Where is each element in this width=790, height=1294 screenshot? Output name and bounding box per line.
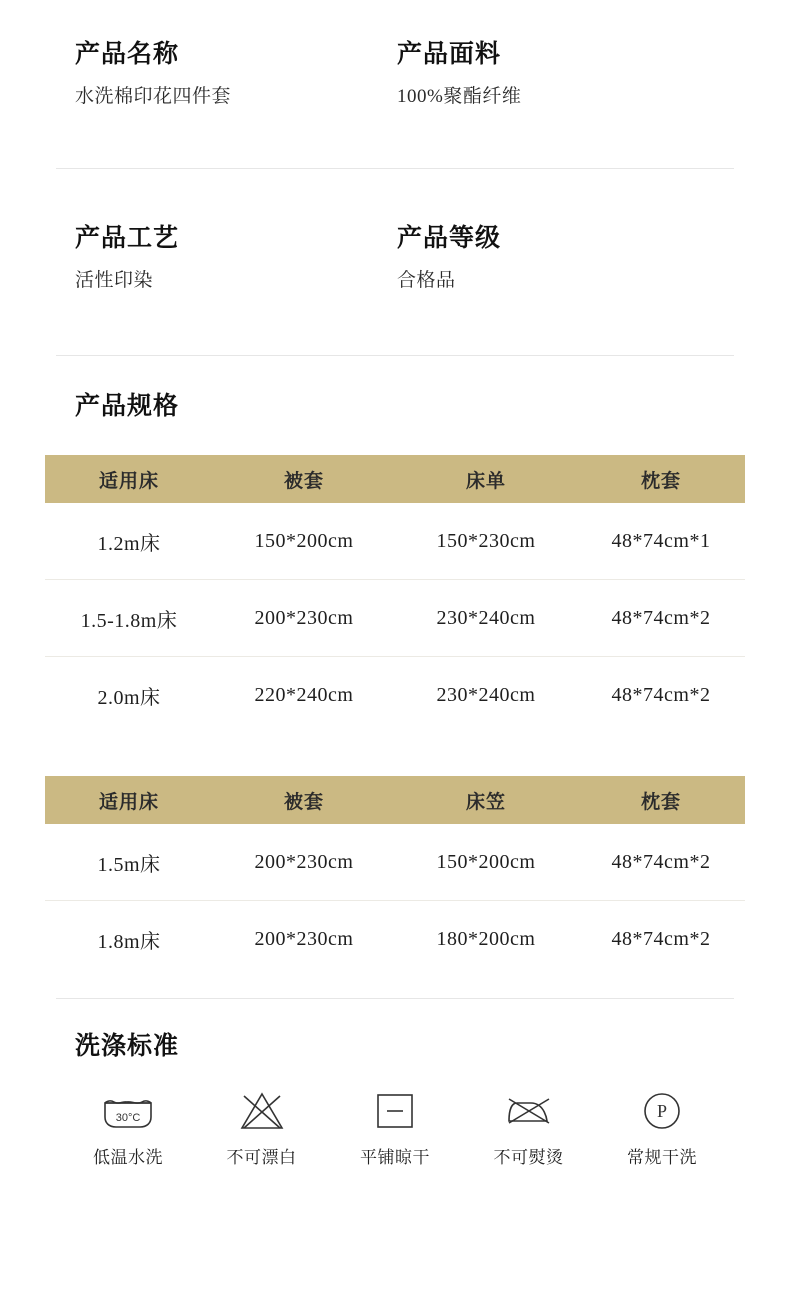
cell: 48*74cm*2 (577, 580, 745, 657)
cell: 48*74cm*2 (611, 683, 711, 706)
care-label: 不可熨烫 (493, 1148, 564, 1167)
info-cell-product-fabric (395, 38, 715, 112)
svg-text:P: P (656, 1101, 668, 1121)
info-value: 活性印染 (75, 270, 154, 291)
care-label: 不可漂白 (226, 1148, 297, 1167)
spec-section-title: 产品规格 (75, 393, 180, 420)
cell: 150*200cm (395, 824, 577, 901)
info-row-1 (0, 38, 790, 112)
cell: 1.8m床 (97, 930, 161, 953)
column-header: 被套 (213, 455, 395, 503)
table-row (45, 657, 745, 734)
care-item-no-bleach (197, 1085, 327, 1168)
info-cell-product-grade (395, 222, 715, 296)
flat-dry-square-icon (330, 1085, 460, 1137)
cell: 2.0m床 (97, 686, 161, 709)
info-title: 产品面料 (397, 41, 502, 68)
no-iron-icon (464, 1085, 594, 1137)
wash-tub-30c-icon (63, 1085, 193, 1137)
cell: 1.5m床 (45, 824, 213, 901)
table-row (45, 824, 745, 901)
info-value: 水洗棉印花四件套 (75, 86, 232, 107)
cell: 48*74cm*1 (577, 503, 745, 580)
care-label: 常规干洗 (627, 1148, 697, 1167)
spec-table-duvet-sheet (45, 455, 745, 733)
divider-1 (56, 168, 734, 169)
table-header-row (45, 776, 745, 824)
info-title: 产品工艺 (75, 225, 180, 252)
care-section-title: 洗涤标准 (75, 1033, 180, 1060)
divider-3 (56, 998, 734, 999)
care-item-dry-clean (597, 1085, 727, 1168)
cell: 230*240cm (395, 580, 577, 657)
care-item-no-iron (464, 1085, 594, 1168)
info-row-2 (0, 222, 790, 296)
svg-text:30°C: 30°C (115, 1112, 141, 1124)
spec-table-duvet-fitted (45, 776, 745, 977)
cell: 48*74cm*2 (577, 824, 745, 901)
divider-2 (56, 355, 734, 356)
care-label: 低温水洗 (93, 1148, 163, 1167)
column-header: 被套 (213, 776, 395, 824)
cell: 48*74cm*2 (611, 927, 711, 950)
info-title: 产品名称 (75, 41, 180, 68)
cell: 1.2m床 (45, 503, 213, 580)
cell: 200*230cm (213, 824, 395, 901)
dry-clean-p-icon (597, 1085, 727, 1137)
table-header-row (45, 455, 745, 503)
cell: 150*200cm (213, 503, 395, 580)
table-row (45, 503, 745, 580)
info-value: 100%聚酯纤维 (397, 86, 522, 107)
no-bleach-triangle-icon (197, 1085, 327, 1137)
care-label: 平铺晾干 (360, 1148, 430, 1167)
cell: 180*200cm (436, 927, 536, 950)
cell: 1.5-1.8m床 (45, 580, 213, 657)
info-title: 产品等级 (397, 225, 502, 252)
column-header: 适用床 (45, 776, 213, 824)
column-header: 床单 (395, 455, 577, 503)
cell: 150*230cm (395, 503, 577, 580)
cell: 200*230cm (254, 927, 354, 950)
info-cell-product-name (75, 38, 395, 112)
table-row (45, 901, 745, 978)
care-item-flat-dry (330, 1085, 460, 1168)
cell: 200*230cm (213, 580, 395, 657)
column-header: 枕套 (577, 455, 745, 503)
column-header: 床笠 (395, 776, 577, 824)
cell: 220*240cm (254, 683, 354, 706)
info-cell-product-craft (75, 222, 395, 296)
column-header: 枕套 (577, 776, 745, 824)
care-icons-row (45, 1085, 745, 1168)
cell: 230*240cm (436, 683, 536, 706)
column-header: 适用床 (45, 455, 213, 503)
care-item-low-temp-wash (63, 1085, 193, 1168)
table-row (45, 580, 745, 657)
info-value: 合格品 (397, 270, 456, 291)
